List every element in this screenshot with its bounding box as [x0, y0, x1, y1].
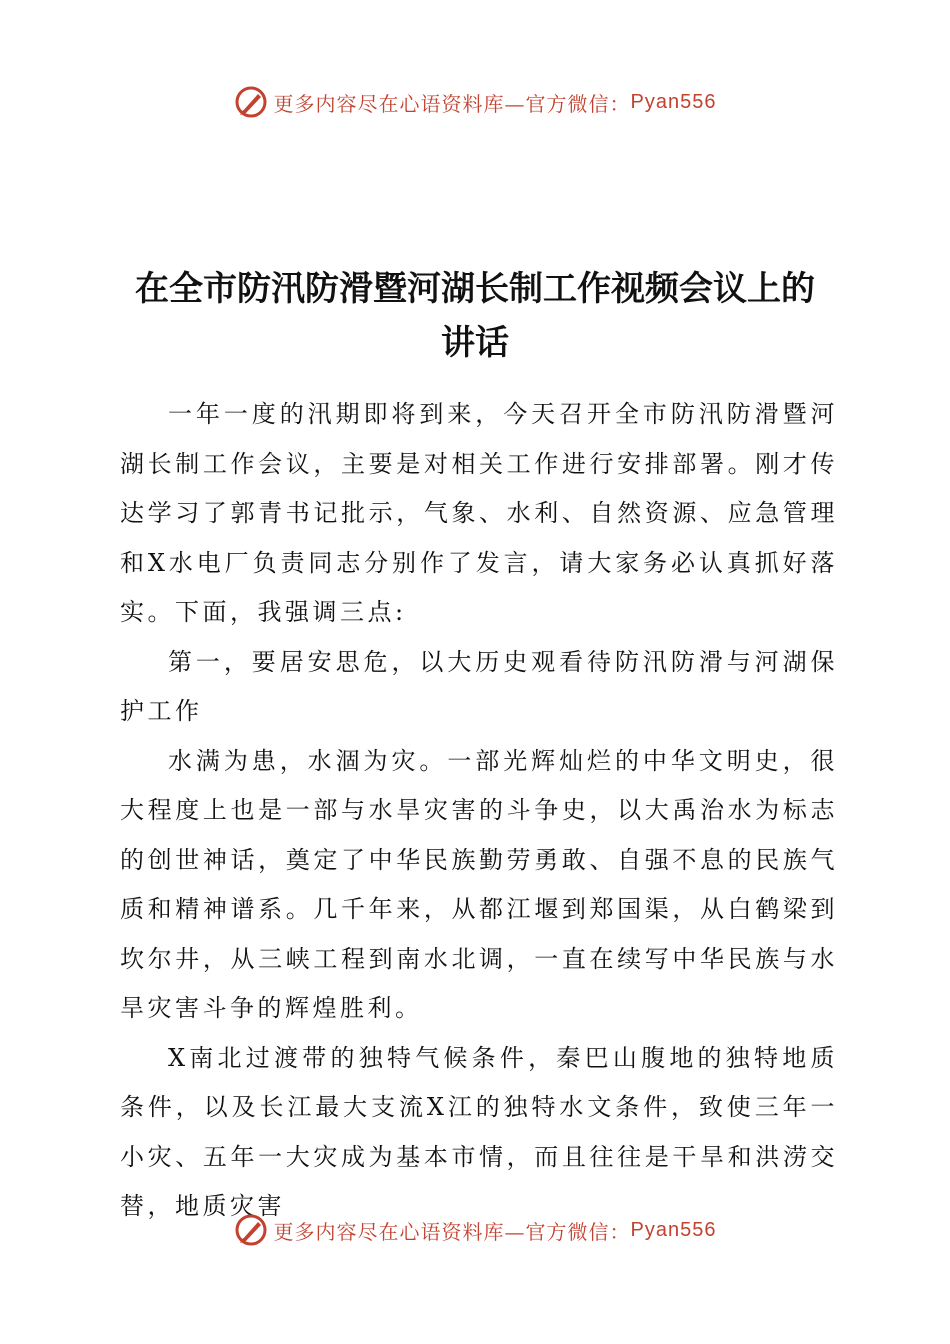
banner-text: 更多内容尽在心语资料库—官方微信：: [273, 1219, 631, 1244]
paragraph: X南北过渡带的独特气候条件，秦巴山腹地的独特地质条件，以及长江最大支流X江的独特水文条件，致使三年一小灾、五年一大灾成为基本市情，而且往往是干旱和洪涝交替，地质灾害: [120, 1043, 838, 1220]
paragraph: 第一，要居安思危，以大历史观看待防汛防滑与河湖保护工作: [120, 647, 838, 725]
title-line-1: 在全市防汛防滑暨河湖长制工作视频会议上的: [135, 269, 815, 309]
header-banner: [0, 82, 950, 122]
banner-contact: Pyan556: [630, 90, 717, 113]
pen-logo-icon: [234, 1213, 268, 1247]
footer-banner: [0, 1210, 950, 1250]
title-line-2: 讲话: [441, 323, 509, 363]
banner-text: 更多内容尽在心语资料库—官方微信：: [273, 91, 631, 116]
document-title: [90, 262, 860, 370]
pen-logo-icon: [234, 85, 268, 119]
paragraph: 水满为患，水涸为灾。一部光辉灿烂的中华文明史，很大程度上也是一部与水旱灾害的斗争史，以大禹治水为标志的创世神话，奠定了中华民族勤劳勇敢、自强不息的民族气质和精神谱系。几千年来，从都江堰到郑国渠，从白鹤梁到坎尔井，从三峡工程到南水北调，一直在续写中华民族与水旱灾害斗争的辉煌胜利。: [120, 746, 838, 1022]
banner-contact: Pyan556: [630, 1218, 717, 1241]
paragraph: 一年一度的汛期即将到来，今天召开全市防汛防滑暨河湖长制工作会议，主要是对相关工作进行安排部署。刚才传达学习了郭青书记批示，气象、水利、自然资源、应急管理和X水电厂负责同志分别作了发言，请大家务必认真抓好落实。下面，我强调三点:: [120, 400, 838, 626]
document-body: [120, 390, 838, 1232]
